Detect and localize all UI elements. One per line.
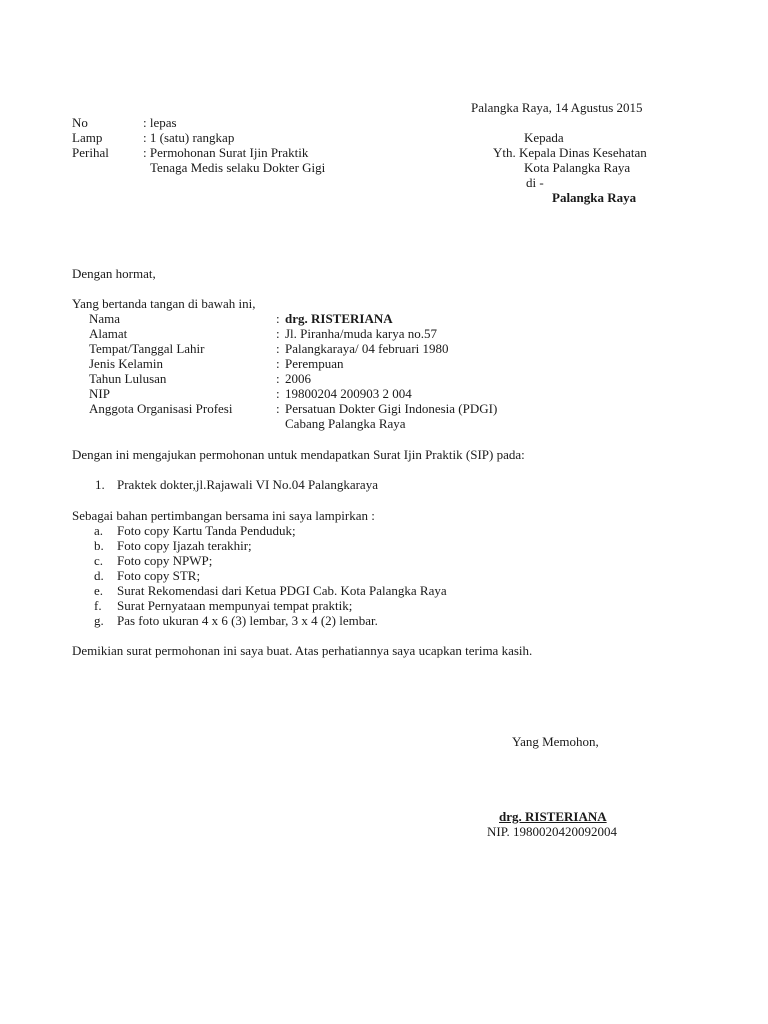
recipient-yth: Yth. Kepala Dinas Kesehatan [493,145,647,160]
identity-value: Persatuan Dokter Gigi Indonesia (PDGI) [285,401,498,416]
practice-item: Praktek dokter,jl.Rajawali VI No.04 Palangkaraya [117,477,378,492]
attachment-letter: g. [94,613,104,628]
identity-label: Anggota Organisasi Profesi [89,401,233,416]
header-value-perihal: : Permohonan Surat Ijin Praktik [143,145,309,160]
header-label-lamp: Lamp [72,130,103,145]
header-label-perihal: Perihal [72,145,109,160]
intro-text: Yang bertanda tangan di bawah ini, [72,296,256,311]
recipient-kota: Kota Palangka Raya [524,160,631,175]
identity-value: 19800204 200903 2 004 [285,386,412,401]
closing-text: Demikian surat permohonan ini saya buat. Atas perhatiannya saya ucapkan terima kasih. [72,643,533,658]
identity-label: NIP [89,386,110,401]
attachments-intro: Sebagai bahan pertimbangan bersama ini saya lampirkan : [72,508,375,523]
identity-value: 2006 [285,371,311,386]
practice-number: 1. [95,477,105,492]
attachment-item: Pas foto ukuran 4 x 6 (3) lembar, 3 x 4 (2) lembar. [117,613,378,628]
request-text: Dengan ini mengajukan permohonan untuk mendapatkan Surat Ijin Praktik (SIP) pada: [72,447,525,462]
identity-label: Nama [89,311,121,326]
attachment-item: Foto copy Kartu Tanda Penduduk; [117,523,296,538]
identity-label: Alamat [89,326,128,341]
letter-date: Palangka Raya, 14 Agustus 2015 [471,100,643,115]
header-subject-cont: Tenaga Medis selaku Dokter Gigi [150,160,326,175]
header-value-no: : lepas [143,115,177,130]
salutation: Dengan hormat, [72,266,156,281]
identity-colon: : [276,356,280,371]
attachment-item: Surat Pernyataan mempunyai tempat praktik; [117,598,353,613]
identity-colon: : [276,341,280,356]
signature-nip: NIP. 1980020420092004 [487,824,618,839]
attachment-letter: d. [94,568,104,583]
identity-colon: : [276,401,280,416]
attachment-item: Foto copy Ijazah terakhir; [117,538,252,553]
attachment-letter: e. [94,583,104,598]
attachment-letter: a. [94,523,104,538]
recipient-city: Palangka Raya [552,190,637,205]
recipient-di: di - [526,175,544,190]
identity-colon: : [276,371,280,386]
attachment-item: Foto copy STR; [117,568,201,583]
header-label-no: No [72,115,88,130]
header-value-lamp: : 1 (satu) rangkap [143,130,235,145]
attachment-letter: f. [94,598,102,613]
identity-label: Jenis Kelamin [89,356,164,371]
attachment-item: Foto copy NPWP; [117,553,213,568]
identity-value-name: drg. RISTERIANA [285,311,393,326]
identity-colon: : [276,311,280,326]
attachment-letter: b. [94,538,104,553]
identity-colon: : [276,326,280,341]
identity-value: Palangkaraya/ 04 februari 1980 [285,341,449,356]
identity-value: Perempuan [285,356,344,371]
attachment-letter: c. [94,553,104,568]
signature-label: Yang Memohon, [512,734,599,749]
identity-value-cont: Cabang Palangka Raya [285,416,406,431]
identity-label: Tahun Lulusan [89,371,167,386]
attachment-item: Surat Rekomendasi dari Ketua PDGI Cab. Kota Palangka Raya [117,583,447,598]
identity-label: Tempat/Tanggal Lahir [89,341,205,356]
signature-name: drg. RISTERIANA [499,809,607,824]
recipient-kepada: Kepada [524,130,564,145]
identity-colon: : [276,386,280,401]
identity-value: Jl. Piranha/muda karya no.57 [285,326,437,341]
